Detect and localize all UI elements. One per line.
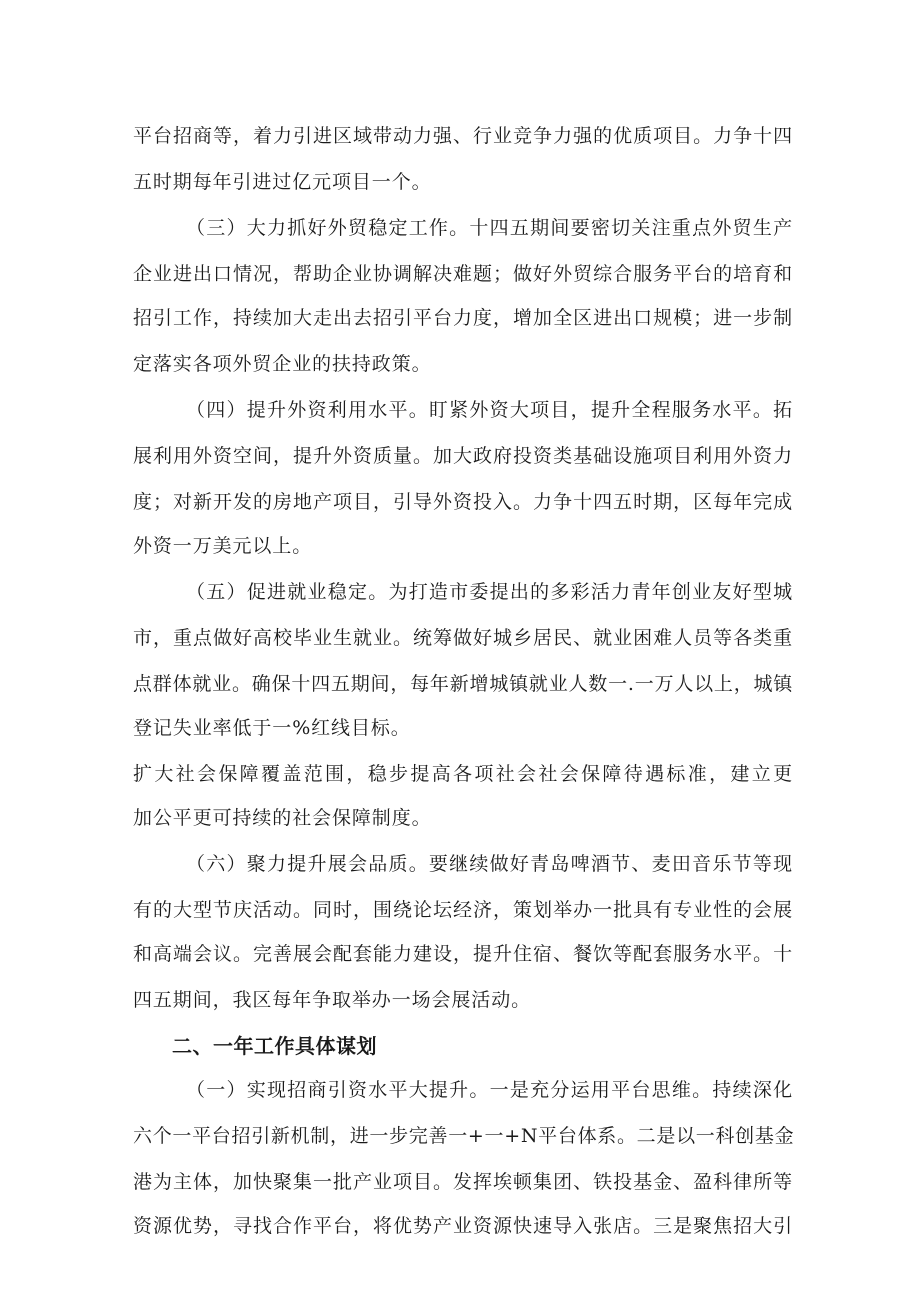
paragraph-line: 五时期每年引进过亿元项目一个。 (133, 171, 432, 193)
paragraph-first-line: （一）实现招商引资水平大提升。一是充分运用平台思维。持续深化 (186, 1079, 793, 1101)
paragraph-line: 港为主体，加快聚集一批产业项目。发挥埃顿集团、铁投基金、盈科律所等 (133, 1171, 793, 1193)
paragraph-line: 企业进出口情况，帮助企业协调解决难题；做好外贸综合服务平台的培育和 (133, 263, 793, 285)
paragraph-line: 定落实各项外贸企业的扶持政策。 (133, 353, 432, 375)
paragraph-line: 展利用外资空间，提升外资质量。加大政府投资类基础设施项目利用外资力 (133, 445, 793, 467)
paragraph-first-line: （六）聚力提升展会品质。要继续做好青岛啤酒节、麦田音乐节等现 (186, 853, 793, 875)
paragraph-line: 平台招商等，着力引进区域带动力强、行业竞争力强的优质项目。力争十四 (133, 125, 793, 147)
paragraph-first-line: （五）促进就业稳定。为打造市委提出的多彩活力青年创业友好型城 (186, 581, 793, 603)
paragraph-line: 加公平更可持续的社会保障制度。 (133, 807, 432, 829)
paragraph-line: 六个一平台招引新机制，进一步完善一+一+N平台体系。二是以一科创基金 (133, 1125, 795, 1147)
paragraph-line: 度；对新开发的房地产项目，引导外资投入。力争十四五时期，区每年完成 (133, 491, 793, 513)
paragraph-first-line: （三）大力抓好外贸稳定工作。十四五期间要密切关注重点外贸生产 (186, 217, 793, 239)
paragraph-line: 和高端会议。完善展会配套能力建设，提升住宿、餐饮等配套服务水平。十 (133, 943, 793, 965)
paragraph-line: 点群体就业。确保十四五期间，每年新增城镇就业人数一.一万人以上，城镇 (133, 673, 793, 695)
section-heading: 二、一年工作具体谋划 (172, 1034, 377, 1058)
paragraph-line: 四五期间，我区每年争取举办一场会展活动。 (133, 989, 532, 1011)
paragraph-line: 登记失业率低于一%红线目标。 (133, 717, 411, 739)
paragraph-first-line: 扩大社会保障覆盖范围，稳步提高各项社会社会保障待遇标准，建立更 (133, 763, 793, 785)
paragraph-line: 市，重点做好高校毕业生就业。统筹做好城乡居民、就业困难人员等各类重 (133, 627, 793, 649)
paragraph-line: 外资一万美元以上。 (133, 535, 313, 557)
paragraph-line: 有的大型节庆活动。同时，围绕论坛经济，策划举办一批具有专业性的会展 (133, 899, 793, 921)
paragraph-line: 资源优势，寻找合作平台，将优势产业资源快速导入张店。三是聚焦招大引 (133, 1215, 793, 1237)
paragraph-first-line: （四）提升外资利用水平。盯紧外资大项目，提升全程服务水平。拓 (186, 399, 793, 421)
paragraph-line: 招引工作，持续加大走出去招引平台力度，增加全区进出口规模；进一步制 (133, 307, 793, 329)
